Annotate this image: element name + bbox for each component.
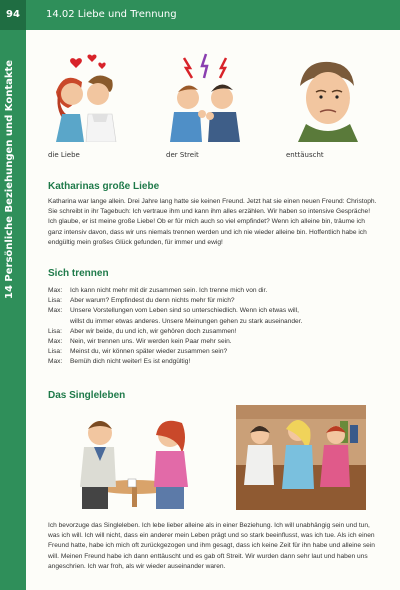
dialogue-text: Meinst du, wir können später wieder zusammen sein? [70, 348, 228, 356]
dialogue-line [48, 357, 383, 367]
caption-quarrel: der Streit [166, 151, 199, 159]
section-title-katharina: Katharinas große Liebe [48, 181, 160, 192]
section-title-separation: Sich trennen [48, 268, 109, 279]
top-band [0, 0, 400, 30]
dialogue-text: Ich kann nicht mehr mit dir zusammen sein. Ich trenne mich von dir. [70, 287, 268, 294]
disappointed-man-icon [286, 52, 366, 142]
dialogue-text: Unsere Vorstellungen vom Leben sind so unterschiedlich. Wenn ich etwas will, [70, 307, 299, 315]
dialogue-text: Nein, wir trennen uns. Wir werden kein Paar mehr sein. [70, 338, 232, 346]
kissing-couple-icon [46, 52, 126, 142]
dialogue-text: willst du immer etwas anderes. Unsere Meinungen gehen zu stark auseinander. [70, 317, 303, 325]
women-friends-at-bar-icon [236, 405, 366, 510]
caption-disappointed: enttäuscht [286, 151, 324, 159]
dialogue-speaker: Max: [48, 307, 63, 315]
dialogue-line [48, 327, 383, 337]
dialogue [48, 286, 383, 368]
dialogue-text: Aber warum? Empfindest du denn nichts mehr für mich? [70, 297, 235, 305]
dialogue-speaker: Max: [48, 287, 63, 294]
section-text-katharina: Katharina war lange allein. Drei Jahre lang hatte sie keinen Freund. Jetzt hat sie einen neuen Freund: Christoph. Sie schreibt in ihr Tagebuch: Ich vertraue ihm und kann ihm alles erzählen. Wir haben so intensive Gespräche! Ich glaube, er ist meine große Liebe! Ob er für mich auch so viel empfindet? Wenn ich alleine bin, träume ich ganz intensiv davon, dass wir uns niemals trennen werden und ich nie wieder alleine bin. Hoffentlich habe ich endgültig mein großes Glück gefunden, für immer und ewig! [48, 198, 377, 246]
dialogue-text: Bemüh dich nicht weiter! Es ist endgültig! [70, 358, 191, 366]
page-number: 94 [0, 0, 26, 30]
dialogue-line [48, 337, 383, 347]
section-title-single-life: Das Singleleben [48, 390, 126, 401]
chapter-title: 14 Persönliche Beziehungen und Kontakte [4, 60, 15, 300]
running-head: 14.02 Liebe und Trennung [46, 9, 177, 20]
dialogue-line [48, 286, 383, 296]
dialogue-text: Aber wir beide, du und ich, wir gehören doch zusammen! [70, 327, 237, 335]
dialogue-speaker: Max: [48, 338, 63, 346]
chapter-sidebar [0, 30, 26, 590]
dialogue-line [48, 296, 383, 306]
couple-at-cafe-table-icon [70, 405, 200, 510]
dialogue-speaker: Lisa: [48, 348, 62, 356]
dialogue-speaker [48, 317, 70, 327]
caption-love: die Liebe [48, 151, 80, 159]
section-text-single-life: Ich bevorzuge das Singleleben. Ich lebe lieber alleine als in einer Beziehung. Ich will unabhängig sein und tun, was ich will. Ich will nicht, dass ein anderer mein Leben prägt und so stark beeinflusst, was ich tue. Als ich einen Freund hatte, habe ich mich oft zurückgezogen und ihm gesagt, dass ich keine Zeit für ihn habe und alleine sein will. Meinen Freund habe ich dann enttäuscht und es gab oft Streit. Wir wurden dann sehr laut und haben uns angeschrien. Ich war froh, als wir wieder auseinander waren. [48, 522, 375, 570]
dialogue-line [48, 306, 383, 316]
dialogue-speaker: Lisa: [48, 327, 62, 335]
dialogue-speaker: Max: [48, 358, 63, 366]
dialogue-line [48, 347, 383, 357]
dialogue-speaker: Lisa: [48, 297, 62, 305]
arguing-men-icon [166, 52, 246, 142]
dialogue-line [48, 317, 383, 327]
